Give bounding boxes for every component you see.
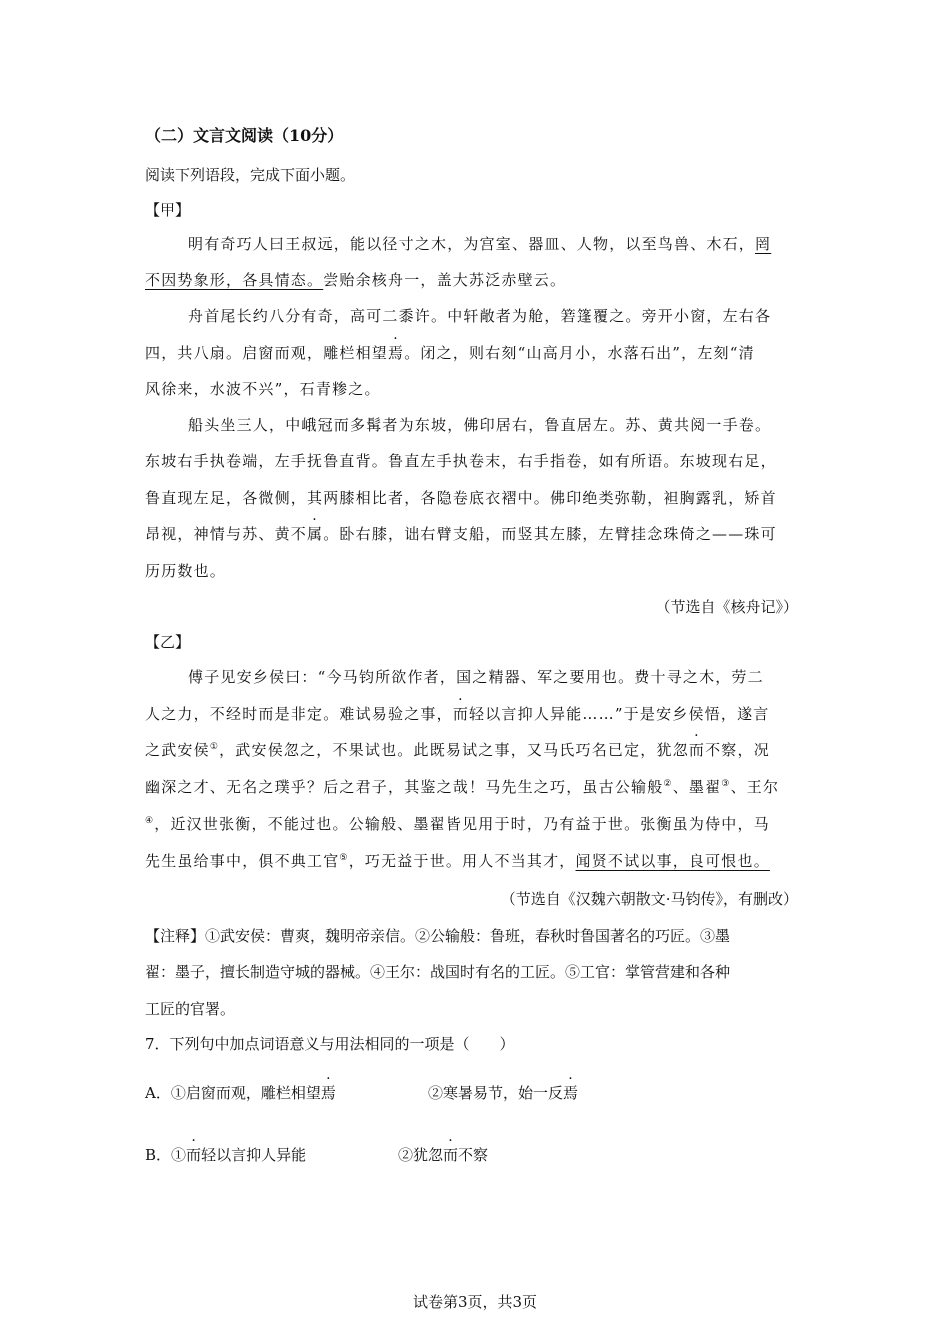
jia-label: 【甲】 [145, 201, 191, 219]
jia-p3-line4: 昂视，神情与苏、黄不属。卧右膝，诎右臂支船，而竖其左膝，左臂挂念珠倚之——珠可 [145, 525, 777, 543]
jia-p2-line2: 四，共八扇。启窗而观，雕栏相望焉。闭之，则右刻“山高月小，水落石出”，左刻“清 [145, 344, 755, 362]
option-a-part2: ②寒暑易节，始一反焉 [428, 1084, 579, 1102]
option-b[interactable]: B．①而轻以言抑人异能 [145, 1146, 307, 1164]
yi-line5: ④，近汉世张衡，不能过也。公输般、墨翟皆见用于时，乃有益于世。张衡虽为侍中，马 [145, 815, 770, 833]
instruction: 阅读下列语段，完成下面小题。 [145, 166, 356, 184]
jia-p2-line1: 舟首尾长约八分有奇，高可二黍许。中轩敞者为舱，箬篷覆之。旁开小窗，左右各 [188, 307, 772, 325]
section-title: （二）文言文阅读（10分） [145, 126, 344, 145]
yi-line3: 之武安侯①，武安侯忽之，不果试也。此既易试之事，又马氏巧名已定，犹忽而不察，况 [145, 741, 770, 759]
jia-p3-line2: 东坡右手执卷端，左手抚鲁直背。鲁直左手执卷末，右手指卷，如有所语。东坡现右足， [145, 452, 777, 470]
jia-p3-line3: 鲁直现左足，各微侧，其两膝相比者，各隐卷底衣褶中。佛印绝类弥勒，袒胸露乳，矫首 [145, 489, 777, 507]
jia-p3-line1: 船头坐三人，中峨冠而多髯者为东坡，佛印居右，鲁直居左。苏、黄共阅一手卷。 [188, 416, 772, 434]
yi-source: （节选自《汉魏六朝散文·马钧传》，有删改） [500, 890, 798, 908]
notes-line3: 工匠的官署。 [145, 1000, 236, 1018]
jia-p1-line2: 不因势象形，各具情态。尝贻余核舟一，盖大苏泛赤壁云。 [145, 271, 567, 289]
jia-p2-line3: 风徐来，水波不兴”，石青糁之。 [145, 380, 381, 398]
yi-line4: 幽深之才、无名之璞乎？后之君子，其鉴之哉！马先生之巧，虽古公输般②、墨翟③、王尔 [145, 778, 780, 796]
jia-source: （节选自《核舟记》） [655, 598, 798, 616]
jia-p1-line1: 明有奇巧人曰王叔远，能以径寸之木，为宫室、器皿、人物，以至鸟兽、木石，罔 [188, 235, 772, 253]
yi-line1: 傅子见安乡侯曰：“今马钧所欲作者，国之精器、军之要用也。费十寻之木，劳二 [188, 668, 764, 686]
yi-line6: 先生虽给事中，俱不典工官⑤，巧无益于世。用人不当其才，闻贤不试以事，良可恨也。 [145, 852, 770, 870]
page-footer: 试卷第3页，共3页 [412, 1293, 538, 1311]
yi-label: 【乙】 [145, 633, 191, 651]
option-a[interactable]: A．①启窗而观，雕栏相望焉 [145, 1084, 336, 1102]
option-b-part2: ②犹忽而不察 [398, 1146, 489, 1164]
jia-p3-line5: 历历数也。 [145, 562, 227, 580]
yi-line2: 人之力，不经时而是非定。难试易验之事，而轻以言抑人异能……”于是安乡侯悟，遂言 [145, 705, 770, 723]
notes-line2: 翟：墨子，擅长制造守城的器械。④王尔：战国时有名的工匠。⑤工官：掌管营建和各种 [145, 963, 731, 981]
question-stem: 7．下列句中加点词语意义与用法相同的一项是（ ） [145, 1035, 515, 1053]
notes-line1: 【注释】①武安侯：曹爽，魏明帝亲信。②公输般：鲁班，春秋时鲁国著名的巧匠。③墨 [145, 927, 731, 945]
